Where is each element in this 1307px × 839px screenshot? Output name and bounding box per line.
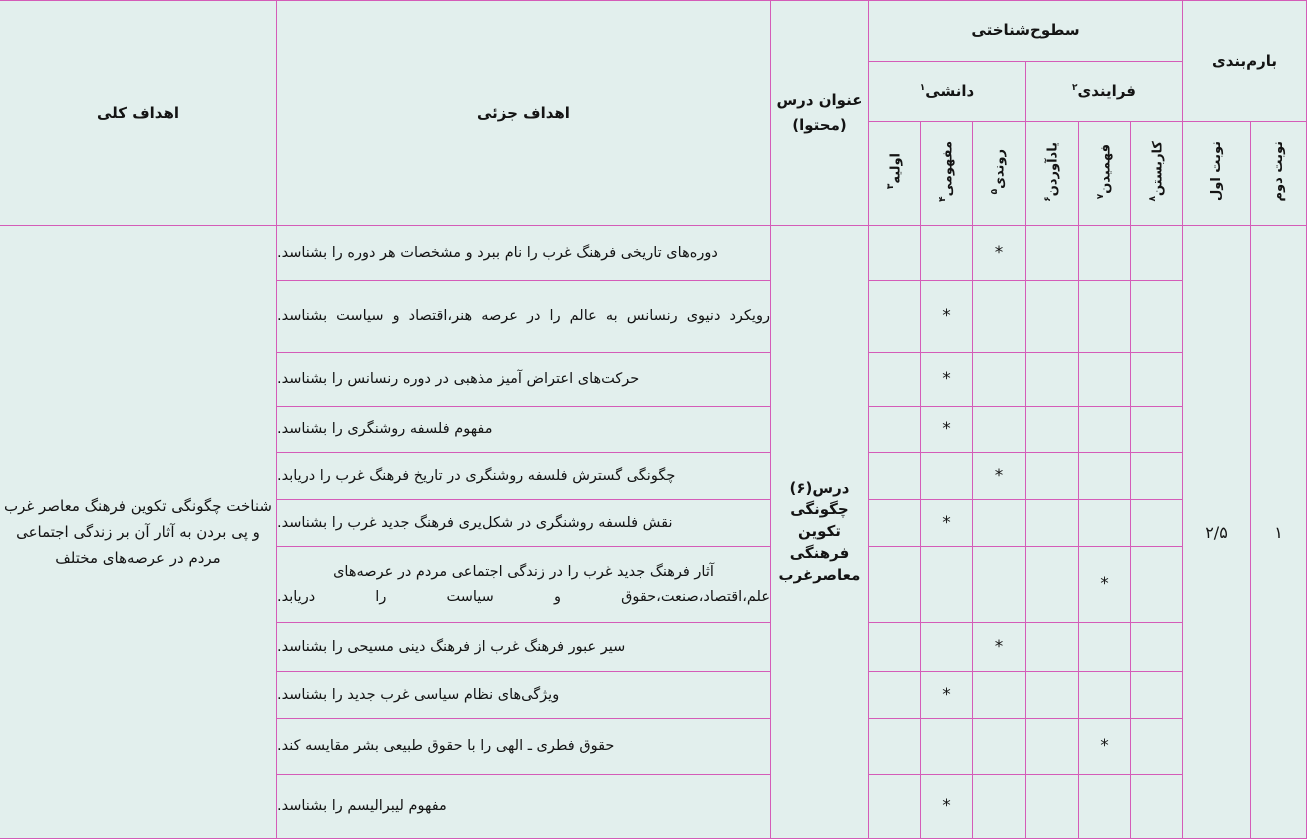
- header-group-knowledge-sup: ۱: [919, 82, 926, 93]
- cell-lesson-title: [770, 226, 868, 839]
- header-term-second: [1251, 122, 1307, 226]
- header-row-top: [0, 1, 1307, 62]
- mark-fahmidan: [1079, 500, 1131, 547]
- mark-mafhoumi: [921, 453, 973, 500]
- mark-yadavardan: [1026, 453, 1079, 500]
- header-group-process-label: فرایندی$^۲$: [1072, 81, 1136, 100]
- cell-partial-objective: رویکرد دنیوی رنسانس به عالم را در عرصه هنر،اقتصاد و سیاست بشناسد.: [276, 281, 770, 353]
- header-general-objectives: [0, 1, 276, 226]
- header-level-yadavardan: [1026, 122, 1079, 226]
- mark-karbastan: [1131, 353, 1183, 407]
- lesson-line: چگونگی: [790, 500, 849, 519]
- header-term-first-label: نوبت اول: [1209, 141, 1224, 202]
- mark-ravandi: *: [973, 453, 1026, 500]
- cell-barbandi-first-term: ۲/۵: [1183, 226, 1251, 839]
- mark-yadavardan: [1026, 407, 1079, 453]
- cell-partial-objective: حرکت‌های اعتراض آمیز مذهبی در دوره رنسانس را بشناسد.: [276, 353, 770, 407]
- header-term-second-label: نوبت دوم: [1271, 141, 1286, 202]
- mark-fahmidan: [1079, 281, 1131, 353]
- header-group-process: [1026, 61, 1183, 122]
- mark-avvalie: [868, 623, 920, 672]
- cell-partial-objective: ویژگی‌های نظام سیاسی غرب جدید را بشناسد.: [276, 672, 770, 719]
- mark-ravandi: [973, 407, 1026, 453]
- header-group-knowledge: [868, 61, 1025, 122]
- mark-fahmidan: [1079, 407, 1131, 453]
- mark-ravandi: [973, 353, 1026, 407]
- mark-fahmidan: [1079, 672, 1131, 719]
- mark-mafhoumi: *: [921, 353, 973, 407]
- mark-ravandi: *: [973, 226, 1026, 281]
- mark-ravandi: [973, 547, 1026, 623]
- header-cognitive-levels-label: سطوح‌شناختی: [971, 21, 1080, 40]
- cell-partial-objective: مفهوم لیبرالیسم را بشناسد.: [276, 775, 770, 839]
- mark-karbastan: [1131, 453, 1183, 500]
- mark-avvalie: [868, 547, 920, 623]
- header-general-objectives-label: اهداف کلی: [96, 103, 179, 122]
- header-level-ravandi: [973, 122, 1026, 226]
- mark-yadavardan: [1026, 719, 1079, 775]
- cell-general-objective: شناخت چگونگی تکوین فرهنگ معاصر غرب و پی بردن به آثار آن بر زندگی اجتماعی مردم در عرصه‌های مختلف: [0, 226, 276, 839]
- header-group-knowledge-label: دانشی$^۱$: [919, 81, 975, 100]
- mark-avvalie: [868, 719, 920, 775]
- header-cognitive-levels: [868, 1, 1182, 62]
- header-partial-objectives-label: اهداف جزئی: [477, 103, 570, 122]
- header-level-avvalie: [868, 122, 920, 226]
- mark-yadavardan: [1026, 353, 1079, 407]
- header-level-karbastan-label: کاربستن$^۸$: [1147, 141, 1166, 202]
- mark-fahmidan: [1079, 353, 1131, 407]
- mark-yadavardan: [1026, 672, 1079, 719]
- header-term-first: [1183, 122, 1251, 226]
- mark-karbastan: [1131, 719, 1183, 775]
- mark-avvalie: [868, 453, 920, 500]
- lesson-line: فرهنگی: [789, 543, 850, 562]
- header-level-fahmidan: [1079, 122, 1131, 226]
- mark-karbastan: [1131, 226, 1183, 281]
- mark-fahmidan: [1079, 775, 1131, 839]
- mark-mafhoumi: [921, 623, 973, 672]
- header-level-mafhoumi-label: مفهومی$^۴$: [937, 141, 956, 202]
- mark-karbastan: [1131, 281, 1183, 353]
- mark-fahmidan: [1079, 226, 1131, 281]
- lesson-line: تکوین: [798, 522, 841, 541]
- mark-avvalie: [868, 353, 920, 407]
- mark-fahmidan: *: [1079, 719, 1131, 775]
- mark-karbastan: [1131, 407, 1183, 453]
- cell-partial-objective: آثار فرهنگ جدید غرب را در زندگی اجتماعی مردم در عرصه‌های علم،اقتصاد،صنعت،حقوق و سیاست را دریابد.: [276, 547, 770, 623]
- cell-partial-objective: حقوق فطری ـ الهی را با حقوق طبیعی بشر مقایسه کند.: [276, 719, 770, 775]
- mark-yadavardan: [1026, 500, 1079, 547]
- header-group-process-sup: ۲: [1072, 82, 1078, 93]
- header-barbandi-label: بارم‌بندی: [1211, 51, 1278, 70]
- mark-yadavardan: [1026, 547, 1079, 623]
- mark-mafhoumi: *: [921, 775, 973, 839]
- lesson-line: معاصرغرب: [778, 565, 861, 584]
- mark-avvalie: [868, 672, 920, 719]
- cell-partial-objective: نقش فلسفه روشنگری در شکل‌یری فرهنگ جدید غرب را بشناسد.: [276, 500, 770, 547]
- header-level-ravandi-label: روندی$^۵$: [990, 148, 1008, 195]
- mark-ravandi: *: [973, 623, 1026, 672]
- mark-yadavardan: [1026, 281, 1079, 353]
- header-level-yadavardan-label: یادآوردن$^۶$: [1043, 141, 1061, 202]
- mark-fahmidan: [1079, 623, 1131, 672]
- mark-ravandi: [973, 500, 1026, 547]
- mark-fahmidan: [1079, 453, 1131, 500]
- mark-ravandi: [973, 281, 1026, 353]
- mark-mafhoumi: [921, 226, 973, 281]
- mark-yadavardan: [1026, 226, 1079, 281]
- header-level-mafhoumi: [921, 122, 973, 226]
- mark-mafhoumi: *: [921, 407, 973, 453]
- cell-partial-objective: دوره‌های تاریخی فرهنگ غرب را نام ببرد و مشخصات هر دوره را بشناسد.: [276, 226, 770, 281]
- cell-partial-objective: چگونگی گسترش فلسفه روشنگری در تاریخ فرهنگ غرب را دریابد.: [276, 453, 770, 500]
- mark-mafhoumi: *: [921, 672, 973, 719]
- header-lesson-title-line2: (محتوا): [792, 116, 847, 134]
- mark-ravandi: [973, 672, 1026, 719]
- mark-avvalie: [868, 407, 920, 453]
- mark-karbastan: [1131, 672, 1183, 719]
- mark-karbastan: [1131, 547, 1183, 623]
- mark-avvalie: [868, 226, 920, 281]
- mark-mafhoumi: [921, 719, 973, 775]
- header-barbandi: [1183, 1, 1307, 122]
- cell-barbandi-second-term: ۱: [1251, 226, 1307, 839]
- header-lesson-title-line1: عنوان درس: [776, 91, 863, 110]
- mark-mafhoumi: *: [921, 500, 973, 547]
- mark-mafhoumi: *: [921, 281, 973, 353]
- mark-yadavardan: [1026, 623, 1079, 672]
- mark-yadavardan: [1026, 775, 1079, 839]
- header-lesson-title: [770, 1, 868, 226]
- cell-partial-objective: سیر عبور فرهنگ غرب از فرهنگ دینی مسیحی را بشناسد.: [276, 623, 770, 672]
- header-level-karbastan: [1131, 122, 1183, 226]
- mark-avvalie: [868, 281, 920, 353]
- mark-karbastan: [1131, 623, 1183, 672]
- header-level-fahmidan-label: فهمیدن$^۷$: [1095, 143, 1114, 200]
- cell-partial-objective: مفهوم فلسفه روشنگری را بشناسد.: [276, 407, 770, 453]
- mark-karbastan: [1131, 500, 1183, 547]
- mark-ravandi: [973, 775, 1026, 839]
- header-level-avvalie-label: اولیه$^۳$: [885, 153, 904, 190]
- mark-fahmidan: *: [1079, 547, 1131, 623]
- table-body: [0, 1, 1307, 839]
- mark-ravandi: [973, 719, 1026, 775]
- mark-karbastan: [1131, 775, 1183, 839]
- header-partial-objectives: [276, 1, 770, 226]
- table-row: [0, 226, 1307, 281]
- mark-mafhoumi: [921, 547, 973, 623]
- lesson-line: درس(۶): [789, 478, 850, 497]
- mark-avvalie: [868, 775, 920, 839]
- mark-avvalie: [868, 500, 920, 547]
